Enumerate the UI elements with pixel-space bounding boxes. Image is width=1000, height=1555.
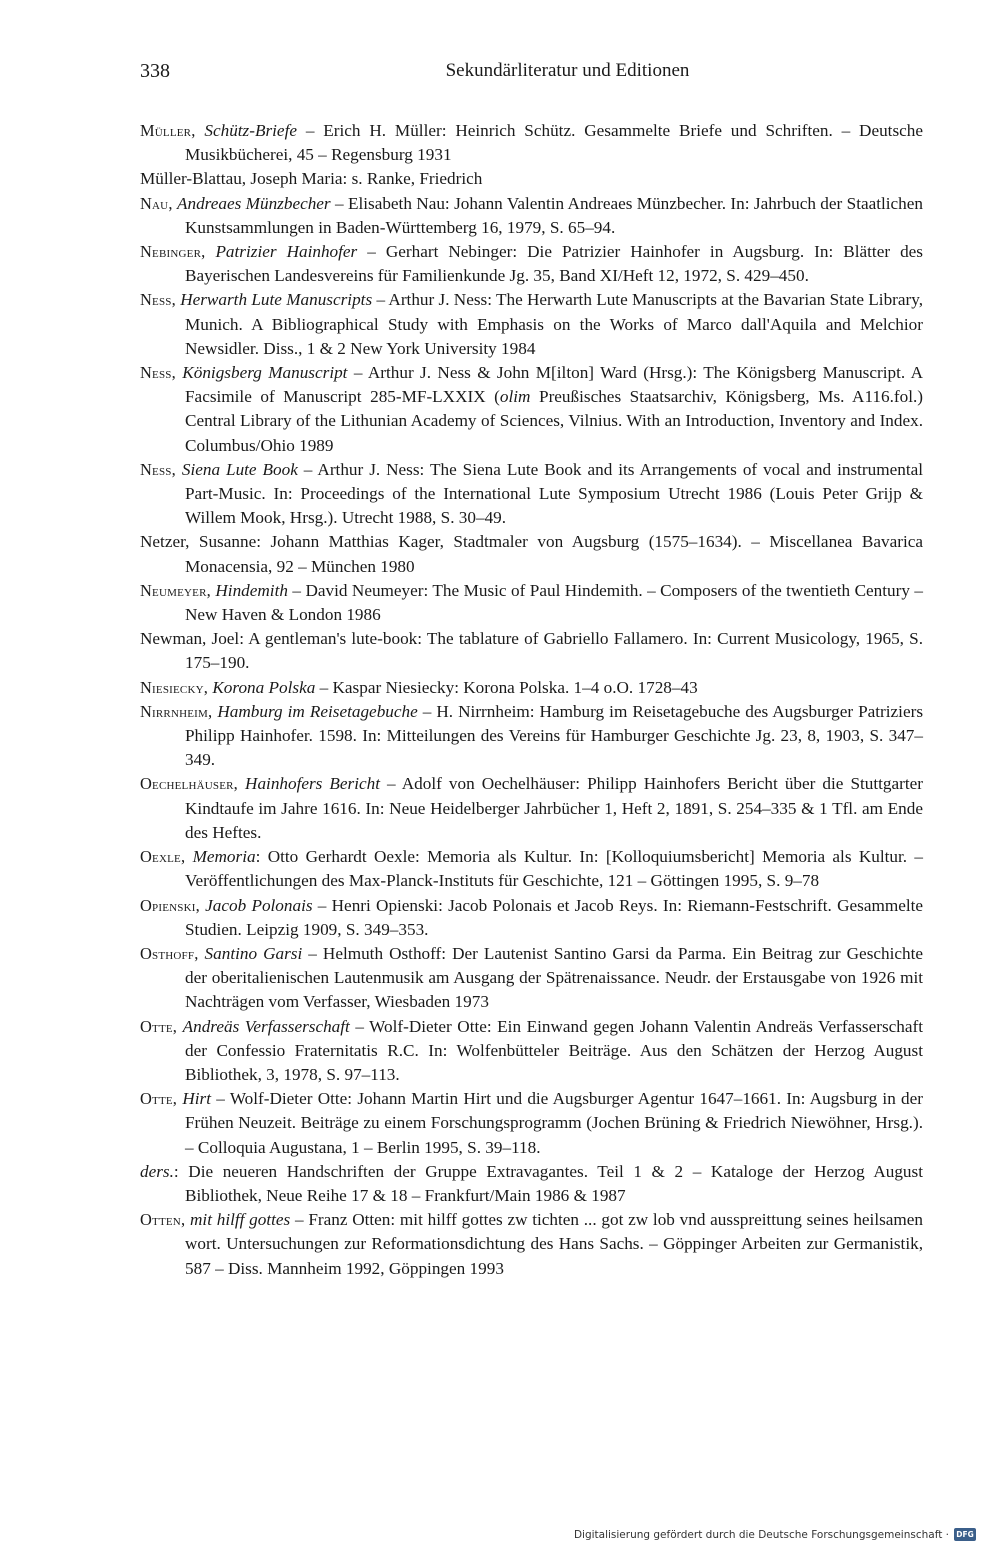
entry-author: Nau,: [140, 193, 173, 213]
bibliography-entry: [140, 361, 923, 458]
entry-short-title: Herwarth Lute Manuscripts: [180, 290, 373, 310]
bibliography-entry: [140, 167, 923, 191]
entry-author: Opienski,: [140, 895, 200, 915]
entry-short-title: Siena Lute Book: [181, 459, 298, 479]
entry-author: Osthoff,: [140, 943, 199, 963]
bibliography-entry: [140, 676, 923, 700]
entry-author: Otte,: [140, 1089, 178, 1109]
entry-text-continued: Preußisches Staatsarchiv, Königsberg, Ms. A116.fol.) Central Library of the Lithunian Academy of Sciences, Vilnius. With an Introduction, Inventory and Index. Columbus/Ohio 1989: [185, 387, 923, 455]
entry-short-title: Andreaes Münzbecher: [177, 193, 331, 213]
entry-short-title: Santino Garsi: [204, 943, 303, 963]
entry-short-title: Korona Polska: [212, 677, 316, 697]
entry-short-title: Königsberg Manuscript: [182, 363, 348, 383]
footer-credit: Digitalisierung gefördert durch die Deutsche Forschungsgemeinschaft ·: [573, 1528, 949, 1541]
entry-text: – Franz Otten: mit hilff gottes zw tichten ... got zw lob vnd ausspreittung seines heilsamen wort. Untersuchungen zur Reformationsdichtung des Hans Sachs. – Göppinger Arbeiten zur Germanistik, 587 – Diss. Mannheim 1992, Göppingen 1993: [185, 1210, 924, 1278]
bibliography-entry: [140, 288, 923, 361]
bibliography-entry: [140, 119, 923, 167]
entry-text: : Die neueren Handschriften der Gruppe Extravagantes. Teil 1 & 2 – Kataloge der Herzog August Bibliothek, Neue Reihe 17 & 18 – Frankfurt/Main 1986 & 1987: [173, 1161, 923, 1205]
entry-text: – Kaspar Niesiecky: Korona Polska. 1–4 o.O. 1728–43: [315, 677, 698, 697]
entry-short-title: Hainhofers Bericht: [245, 774, 381, 794]
entry-author: Ness,: [140, 459, 176, 479]
entry-author: Ness,: [140, 363, 176, 383]
bibliography-entry: [140, 1015, 923, 1088]
footer: [574, 1528, 976, 1541]
bibliography-entry: [140, 772, 923, 845]
entry-text: – Arthur J. Ness: The Siena Lute Book and its Arrangements of vocal and instrumental Part-Music. In: Proceedings of the International Lute Symposium Utrecht 1986 (Louis Peter Grijp & Willem Mook, Hrsg.). Utrecht 1988, S. 30–49.: [185, 459, 923, 528]
entry-author: Nebinger,: [140, 242, 206, 262]
bibliography-entry: [140, 458, 923, 531]
bibliography-entry: [140, 192, 923, 240]
entry-text: – Wolf-Dieter Otte: Ein Einwand gegen Johann Valentin Andreäs Verfasserschaft der Confessio Fraternitatis R.C. In: Wolfenbütteler Beiträge. Aus den Schätzen der Herzog August Bibliothek, 3, 1978, S. 97–113.: [185, 1016, 923, 1084]
entry-text: – David Neumeyer: The Music of Paul Hindemith. – Composers of the twentieth Century – New Haven & London 1986: [185, 580, 924, 625]
entry-text: Netzer, Susanne: Johann Matthias Kager, Stadtmaler von Augsburg (1575–1634). – Miscellanea Bavarica Monacensia, 92 – München 1980: [140, 532, 923, 576]
page-number: 338: [140, 60, 170, 82]
entry-text: – Adolf von Oechelhäuser: Philipp Hainhofers Bericht über die Stuttgarter Kindtaufe im Jahre 1616. In: Neue Heidelberger Jahrbücher 1, Heft 2, 1891, S. 254–335 & 1 Tfl. am Ende des Heftes.: [185, 774, 924, 842]
dfg-logo: DFG: [954, 1528, 976, 1541]
entry-text: – Erich H. Müller: Heinrich Schütz. Gesammelte Briefe und Schriften. – Deutsche Musikbücherei, 45 – Regensburg 1931: [185, 121, 923, 165]
entry-short-title: Memoria: [192, 847, 256, 867]
entry-text: – Arthur J. Ness & John M[ilton] Ward (Hrsg.): The Königsberg Manuscript. A Facsimile of Manuscript 285-MF-LXXIX (: [185, 363, 924, 407]
entry-author: Ness,: [140, 290, 176, 310]
entry-short-title: Andreäs Verfasserschaft: [182, 1016, 350, 1036]
entry-italic-term: olim: [499, 387, 531, 407]
entry-author: Nirrnheim,: [140, 701, 213, 721]
entry-text: : Otto Gerhardt Oexle: Memoria als Kultur. In: [Kolloquiumsbericht] Memoria als Kultur. – Veröffentlichungen des Max-Planck-Instituts für Geschichte, 121 – Göttingen 1995, S. 9–78: [185, 847, 923, 891]
bibliography-entry: [140, 894, 923, 942]
bibliography-entry: [140, 1087, 923, 1160]
entry-author: Oexle,: [140, 847, 186, 867]
entry-text: – Wolf-Dieter Otte: Johann Martin Hirt und die Augsburger Agentur 1647–1661. In: Augsburg in der Frühen Neuzeit. Beiträge zu einem Forschungsprogramm (Jochen Brüning & Friedrich Niewöhner, Hrsg.). – Colloquia Augustana, 1 – Berlin 1995, S. 39–118.: [185, 1089, 924, 1157]
entry-text: – H. Nirrnheim: Hamburg im Reisetagebuche des Augsburger Patriziers Philipp Hainhofer. 1598. In: Mitteilungen des Vereins für Hamburger Geschichte Jg. 23, 8, 1903, S. 347–349.: [185, 701, 924, 770]
bibliography-entry: [140, 845, 923, 893]
entry-short-title: Jacob Polonais: [205, 895, 313, 915]
entry-short-title: ders.: [140, 1161, 174, 1181]
entry-text: Müller-Blattau, Joseph Maria: s. Ranke, Friedrich: [140, 169, 483, 189]
entry-short-title: Hirt: [182, 1089, 212, 1109]
bibliography-entry: [140, 240, 923, 288]
entry-short-title: mit hilff gottes: [190, 1210, 291, 1230]
bibliography-list: [140, 119, 923, 1281]
entry-author: Oechelhäuser,: [140, 774, 238, 794]
entry-author: Müller,: [140, 121, 196, 140]
entry-author: Otten,: [140, 1210, 186, 1230]
bibliography-entry: [140, 579, 923, 627]
bibliography-entry: [140, 627, 923, 675]
bibliography-entry: [140, 1160, 923, 1208]
entry-short-title: Hamburg im Reisetagebuche: [217, 701, 418, 721]
entry-author: Otte,: [140, 1016, 178, 1036]
page-header: [140, 60, 925, 90]
entry-text: – Henri Opienski: Jacob Polonais et Jacob Reys. In: Riemann-Festschrift. Gesammelte Studien. Leipzig 1909, S. 349–353.: [185, 895, 924, 939]
entry-short-title: Hindemith: [215, 580, 288, 600]
entry-text: – Gerhart Nebinger: Die Patrizier Hainhofer in Augsburg. In: Blätter des Bayerischen Landesvereins für Familienkunde Jg. 35, Band XI/Heft 12, 1972, S. 429–450.: [185, 242, 923, 286]
bibliography-entry: [140, 1208, 923, 1281]
bibliography-entry: [140, 700, 923, 773]
entry-short-title: Schütz-Briefe: [204, 121, 297, 140]
entry-author: Neumeyer,: [140, 580, 211, 600]
entry-short-title: Patrizier Hainhofer: [215, 242, 358, 262]
entry-text: – Elisabeth Nau: Johann Valentin Andreaes Münzbecher. In: Jahrbuch der Staatlichen Kunstsammlungen in Baden-Württemberg 16, 1979, S. 65–94.: [185, 193, 923, 237]
bibliography-entry: [140, 942, 923, 1015]
bibliography-entry: [140, 530, 923, 578]
entry-text: Newman, Joel: A gentleman's lute-book: The tablature of Gabriello Fallamero. In: Current Musicology, 1965, S. 175–190.: [140, 629, 923, 673]
entry-author: Niesiecky,: [140, 677, 209, 697]
entry-text: – Helmuth Osthoff: Der Lautenist Santino Garsi da Parma. Ein Beitrag zur Geschichte der oberitalienischen Lautenmusik am Ausgang der Spätrenaissance. Neudr. der Erstausgabe von 1926 mit Nachträgen vom Verfasser, Wiesbaden 1973: [185, 943, 924, 1012]
entry-text: – Arthur J. Ness: The Herwarth Lute Manuscripts at the Bavarian State Library, Munich. A Bibliographical Study with Emphasis on the Works of Marco dall'Aquila and Melchior Newsidler. Diss., 1 & 2 New York University 1984: [185, 290, 924, 358]
running-head: Sekundärliteratur und Editionen: [445, 60, 690, 81]
